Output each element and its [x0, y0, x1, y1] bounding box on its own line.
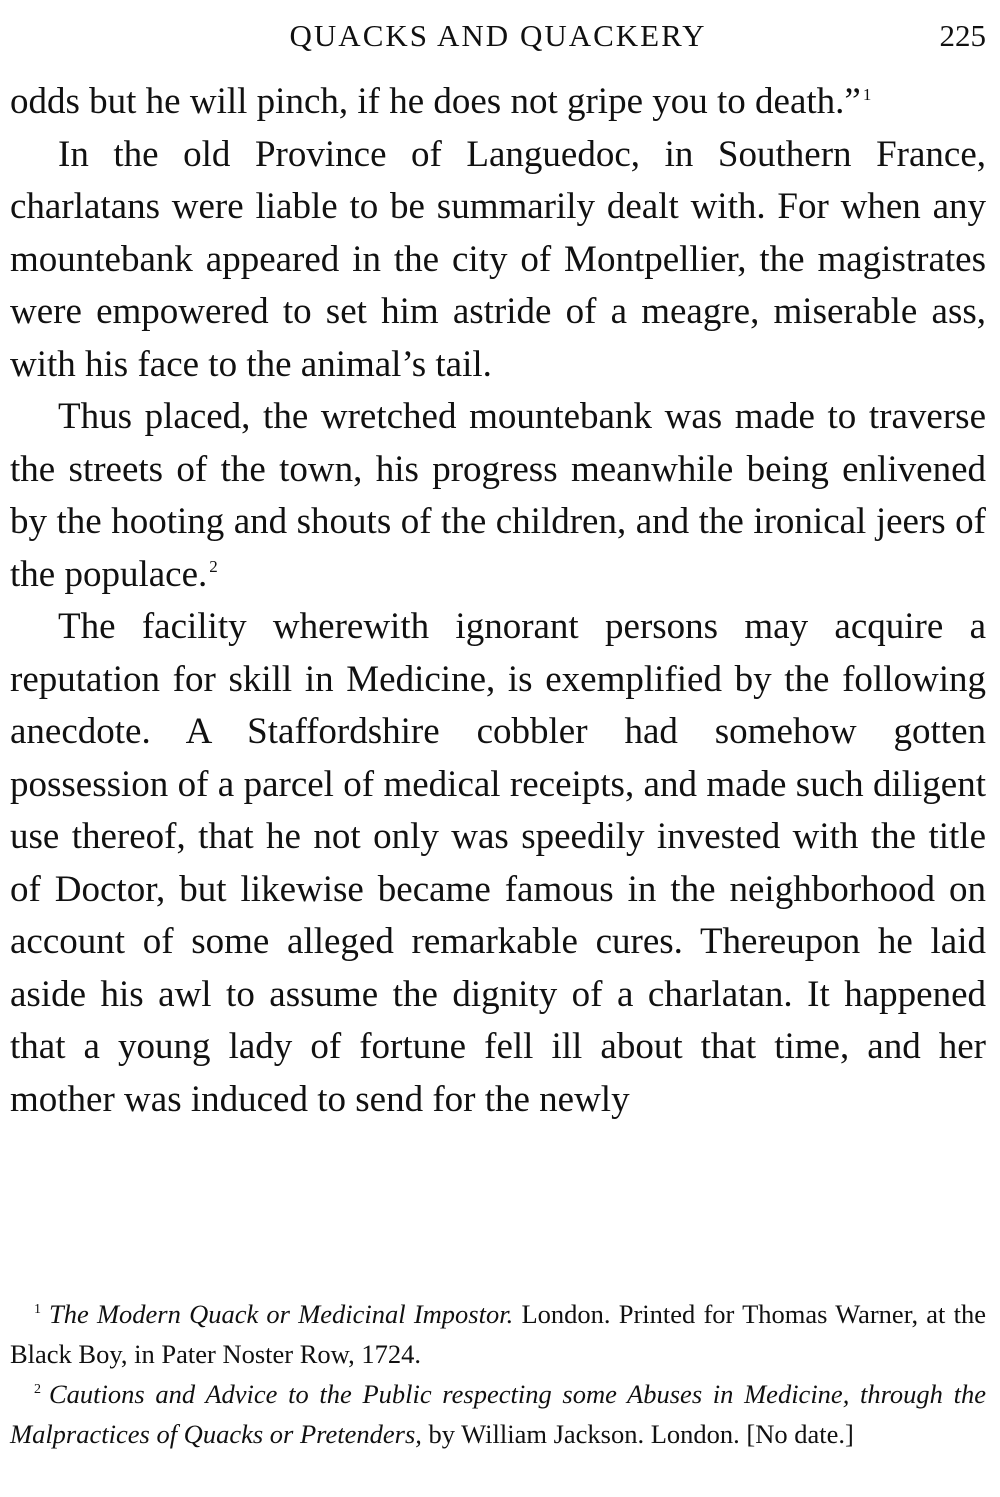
page-header [10, 14, 986, 58]
page-number: 225 [939, 18, 986, 53]
paragraph [10, 129, 986, 392]
footnote-mark: 1 [34, 1302, 41, 1318]
footnote-title: The Modern Quack or Medicinal Impostor. [49, 1299, 514, 1329]
paragraph-text: odds but he will pinch, if he does not gripe you to death.” [10, 81, 861, 122]
footnote-text: by William Jackson. London. [No date.] [428, 1419, 854, 1449]
footnote-ref: 1 [862, 84, 872, 104]
paragraph [10, 391, 986, 601]
paragraph-continued [10, 76, 986, 129]
footnote-ref: 2 [209, 557, 218, 577]
footnote-mark: 2 [34, 1382, 41, 1398]
paragraph-text: Thus placed, the wretched mountebank was made to traverse the streets of the town, his progress meanwhile being enlivened by the hooting and shouts of the children, and the ironical jeers of the populace. [10, 396, 986, 595]
body-text [10, 76, 986, 1126]
footnote-title: Cautions and Advice to the Public respecting some Abuses in Medicine, through the Malpractices of Quacks or Pretenders, [10, 1379, 986, 1449]
running-head: QUACKS AND QUACKERY [289, 18, 707, 53]
footnote [10, 1374, 986, 1454]
footnote-text: London. Printed for Thomas Warner, at the Black Boy, in Pater Noster Row, 1724. [10, 1299, 986, 1369]
footnote [10, 1294, 986, 1374]
paragraph-text: The facility wherewith ignorant persons may acquire a reputation for skill in Medicine, is exemplified by the following anecdote. A Staffordshire cobbler had somehow gotten possession of a parcel of medical receipts, and made such diligent use thereof, that he not only was speedily invested with the title of Doctor, but likewise became famous in the neighborhood on account of some alleged remarkable cures. Thereupon he laid aside his awl to assume the dignity of a charlatan. It happened that a young lady of fortune fell ill about that time, and her mother was induced to send for the newly [10, 606, 986, 1120]
footnotes [10, 1294, 986, 1454]
paragraph-text: In the old Province of Languedoc, in Southern France, charlatans were liable to be summarily dealt with. For when any mountebank appeared in the city of Montpellier, the magistrates were empowered to set him astride of a meagre, miserable ass, with his face to the animal’s tail. [10, 133, 986, 385]
paragraph [10, 601, 986, 1126]
